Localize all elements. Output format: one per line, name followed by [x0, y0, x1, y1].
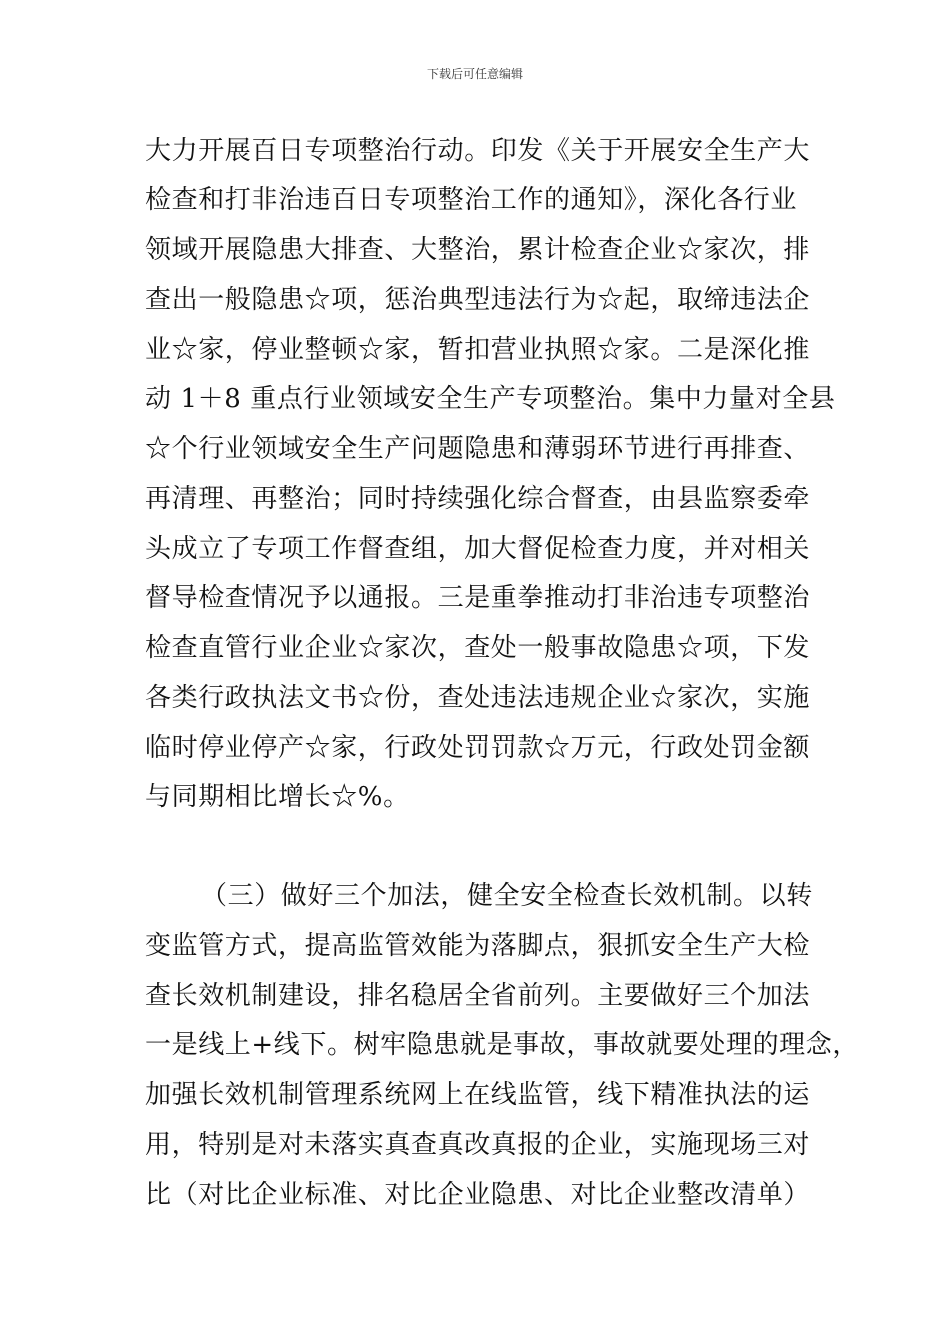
paragraph-1-line-4: 查出一般隐患☆项，惩治典型违法行为☆起，取缔违法企	[145, 285, 811, 315]
paragraph-1-line-3: 领域开展隐患大排查、大整治，累计检查企业☆家次，排	[145, 235, 811, 265]
paragraph-2-line-2: 变监管方式，提高监管效能为落脚点，狠抓安全生产大检	[145, 931, 811, 961]
paragraph-1-line-7: ☆个行业领域安全生产问题隐患和薄弱环节进行再排查、	[145, 434, 811, 464]
paragraph-2-line-5: 加强长效机制管理系统网上在线监管，线下精准执法的运	[145, 1080, 811, 1110]
paragraph-2-line-6: 用，特别是对未落实真查真改真报的企业，实施现场三对	[145, 1130, 811, 1160]
paragraph-1-line-8: 再清理、再整治；同时持续强化综合督查，由县监察委牵	[145, 484, 811, 514]
paragraph-1-line-6: 动 1＋8 重点行业领域安全生产专项整治。集中力量对全县	[145, 384, 836, 414]
paragraph-2-line-4: 一是线上+线下。树牢隐患就是事故，事故就要处理的理念，	[145, 1030, 859, 1060]
paragraph-1-line-11: 检查直管行业企业☆家次，查处一般事故隐患☆项，下发	[145, 633, 811, 663]
paragraph-1-line-9: 头成立了专项工作督查组，加大督促检查力度，并对相关	[145, 534, 811, 564]
paragraph-1-line-2: 检查和打非治违百日专项整治工作的通知》，深化各行业	[145, 185, 798, 215]
paragraph-1-line-5: 业☆家，停业整顿☆家，暂扣营业执照☆家。二是深化推	[145, 335, 811, 365]
paragraph-2-line-1: （三）做好三个加法，健全安全检查长效机制。以转	[201, 881, 813, 911]
paragraph-1-line-13: 临时停业停产☆家，行政处罚罚款☆万元，行政处罚金额	[145, 733, 811, 763]
paragraph-1-line-14: 与同期相比增长☆%。	[145, 782, 410, 812]
paragraph-1-line-12: 各类行政执法文书☆份，查处违法违规企业☆家次，实施	[145, 683, 811, 713]
paragraph-2-line-3: 查长效机制建设，排名稳居全省前列。主要做好三个加法	[145, 981, 811, 1011]
paragraph-1-line-1: 大力开展百日专项整治行动。印发《关于开展安全生产大	[145, 136, 811, 166]
page-header: 下载后可任意编辑	[426, 67, 523, 81]
paragraph-2-line-7: 比（对比企业标准、对比企业隐患、对比企业整改清单）	[145, 1180, 811, 1210]
paragraph-1-line-10: 督导检查情况予以通报。三是重拳推动打非治违专项整治	[145, 583, 811, 613]
